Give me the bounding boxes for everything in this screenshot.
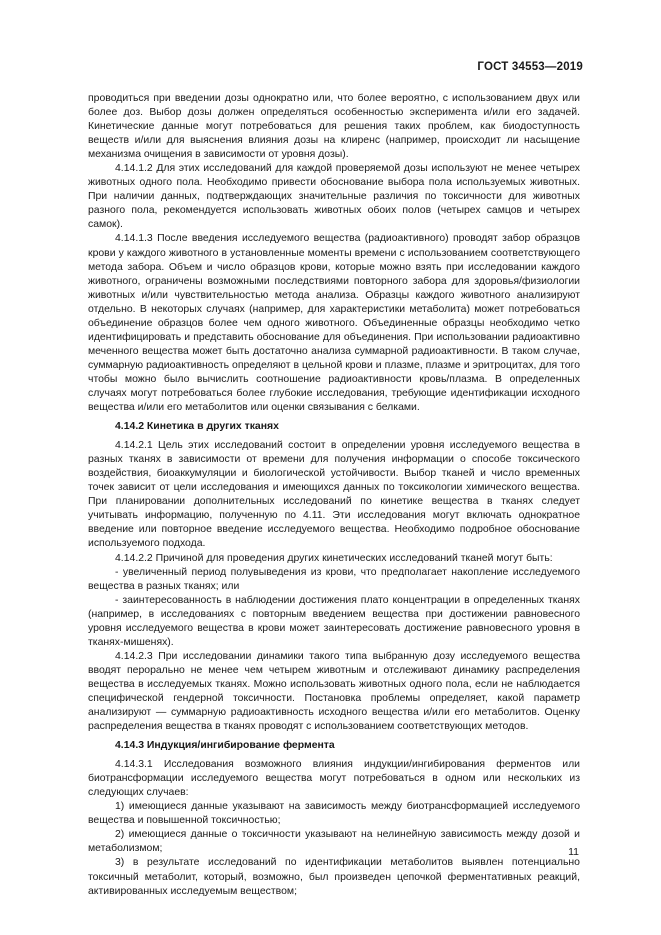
- list-item-dash-1: - увеличенный период полувыведения из крови, что предполагает накопление исследуемого вещества в разных тканях; или: [88, 566, 580, 592]
- section-heading-4-14-3: 4.14.3 Индукция/ингибирование фермента: [115, 740, 335, 752]
- paragraph-4-14-1-3: 4.14.1.3 После введения исследуемого вещества (радиоактивного) проводят забор образцов крови у каждого животного в установленные моменты времени с использованием соответствующего метода забора. Объем и число образцов крови, которые можно взять при исследовании каждого животного, ограничены возможными последствиями повторного забора для здоровья/физиологии животных и/или чувствительностью метода анализа. Образцы каждого животного анализируют отдельно. В некоторых случаях (например, для характеристики метаболита) может потребоваться объединение образцов более чем одного животного. Объединенные образцы необходимо четко идентифицировать и представить обоснование для объединения. При использовании радиоактивно меченного вещества может быть достаточно анализа суммарной радиоактивности. В таком случае, суммарную радиоактивность определяют в цельной крови и плазме, плазме и эритроцитах, для того чтобы можно было вычислить соотношение радиоактивности кровь/плазма. В определенных случаях могут потребоваться более глубокие исследования, требующие идентификации исходного вещества и/или его метаболитов или оценки связывания с белками.: [88, 233, 580, 414]
- paragraph-4-14-2-3: 4.14.2.3 При исследовании динамики такого типа выбранную дозу исследуемого вещества вводят перорально не менее чем четырем животным и отслеживают динамику распределения вещества в исследуемых тканях. Можно использовать животных одного пола, если не наблюдается специфической гендерной токсичности. Постановка проблемы определяет, какой параметр анализируют — суммарную радиоактивность исходного вещества и/или его метаболитов. Оценку распределения вещества в тканях проводят с использованием соответствующих методов.: [88, 650, 580, 733]
- paragraph-4-14-3-1: 4.14.3.1 Исследования возможного влияния индукции/ингибирования ферментов или биотрансформации исследуемого вещества могут потребоваться в одном или нескольких из следующих случаев:: [88, 759, 580, 799]
- list-item-2: 2) имеющиеся данные о токсичности указывают на нелинейную зависимость между дозой и метаболизмом;: [88, 829, 580, 855]
- section-heading-4-14-2: 4.14.2 Кинетика в других тканях: [115, 421, 279, 433]
- paragraph-4-14-2-2: 4.14.2.2 Причиной для проведения других кинетических исследований тканей могут быть:: [115, 552, 553, 564]
- paragraph-4-14-2-1: 4.14.2.1 Цель этих исследований состоит в определении уровня исследуемого вещества в разных тканях в зависимости от времени для получения информации о способе токсического воздействия, биоаккумуляции и биологической устойчивости. Выбор тканей и число временных точек зависит от цели исследования и имеющихся данных по токсикологии химического вещества. При планировании дополнительных исследований по кинетике вещества в тканях следует учитывать информацию, полученную по 4.11. Эти исследования могут включать однократное введение или повторное введение исследуемого вещества. Необходимо подробное обоснование используемого подхода.: [88, 440, 580, 550]
- document-code: ГОСТ 34553—2019: [477, 61, 583, 73]
- page-body: [88, 92, 580, 899]
- list-item-3: 3) в результате исследований по идентификации метаболитов выявлен потенциально токсичный метаболит, который, возможно, был произведен цепочкой ферментативных реакций, активированных исследуемым веществом;: [88, 857, 580, 897]
- page-number: 11: [568, 846, 579, 858]
- list-item-dash-2: - заинтересованность в наблюдении достижения плато концентрации в определенных тканях (например, в исследованиях с повторным введением вещества при достижении равновесного уровня исследуемого вещества в крови может заинтересовать достижение равновесного уровня в тканях-мишенях).: [88, 594, 580, 648]
- list-item-1: 1) имеющиеся данные указывают на зависимость между биотрансформацией исследуемого вещества и повышенной токсичностью;: [88, 801, 580, 827]
- paragraph-continuation: проводиться при введении дозы однократно или, что более вероятно, с использованием двух или более доз. Выбор дозы должен определяться особенностью эксперимента и/или его задачей. Кинетические данные могут потребоваться для решения таких проблем, как биодоступность веществ и/или для выяснения влияния дозы на клиренс (например, происходит ли насыщение механизма очищения в зависимости от уровня дозы).: [88, 93, 580, 161]
- paragraph-4-14-1-2: 4.14.1.2 Для этих исследований для каждой проверяемой дозы используют не менее четырех животных одного пола. Необходимо привести обоснование выбора пола используемых животных. При наличии данных, подтверждающих значительные различия по токсичности для животных разного пола, рекомендуется использовать животных обоих полов (четырех самцов и четырех самок).: [88, 163, 580, 231]
